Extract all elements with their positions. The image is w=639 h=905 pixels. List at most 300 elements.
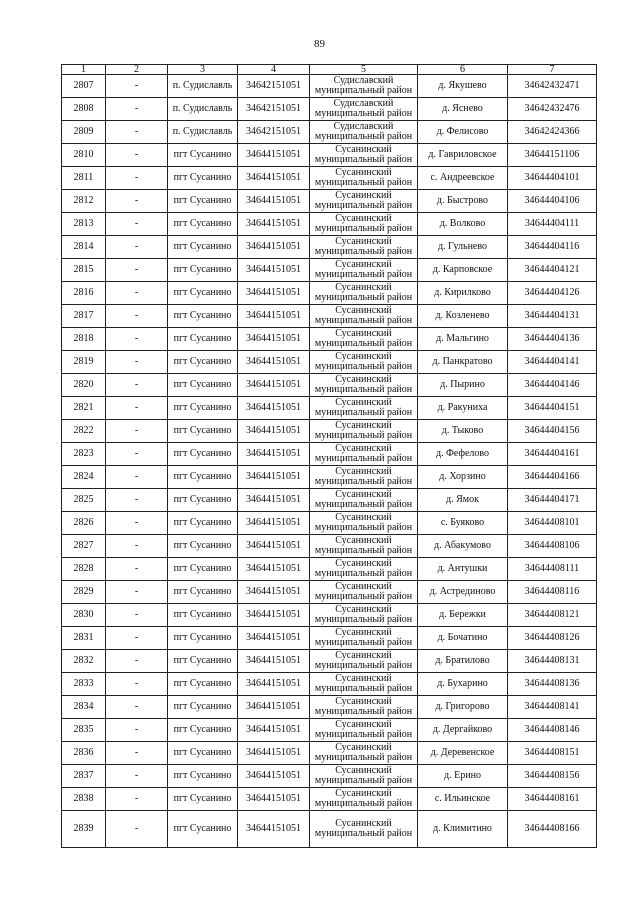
table-row [62,765,597,788]
dash-cell: - [106,98,168,121]
district-type: муниципальный район [314,499,413,510]
settlement-cell: д. Бухарино [418,673,508,696]
row-number-cell: 2836 [62,742,106,765]
center-settlement-cell: пгт Сусанино [168,328,238,351]
oktmo-center-cell: 34644151051 [238,351,310,374]
district-name: Судиславский [333,75,394,86]
district-name: Сусанинский [335,351,392,362]
dash-cell: - [106,144,168,167]
table-row [62,282,597,305]
oktmo-settlement-cell: 34644408146 [508,719,597,742]
district-type: муниципальный район [314,407,413,418]
district-name: Сусанинский [335,512,392,523]
dash-cell: - [106,397,168,420]
district-type: муниципальный район [314,131,413,142]
center-settlement-cell: пгт Сусанино [168,489,238,512]
oktmo-settlement-cell: 34644408111 [508,558,597,581]
dash-cell: - [106,305,168,328]
row-number-cell: 2814 [62,236,106,259]
dash-cell: - [106,558,168,581]
oktmo-center-cell: 34644151051 [238,328,310,351]
district-cell [310,742,418,765]
district-cell [310,190,418,213]
district-cell [310,558,418,581]
oktmo-center-cell: 34644151051 [238,535,310,558]
district-type: муниципальный район [314,637,413,648]
row-number-cell: 2807 [62,75,106,98]
row-number-cell: 2820 [62,374,106,397]
district-type: муниципальный район [314,315,413,326]
center-settlement-cell: пгт Сусанино [168,811,238,848]
district-cell [310,765,418,788]
settlement-cell: д. Хорзино [418,466,508,489]
district-type: муниципальный район [314,246,413,257]
row-number-cell: 2816 [62,282,106,305]
district-cell [310,236,418,259]
settlement-cell: д. Антушки [418,558,508,581]
settlement-cell: с. Буяково [418,512,508,535]
settlement-cell: д. Гульнево [418,236,508,259]
oktmo-settlement-cell: 34642432476 [508,98,597,121]
district-type: муниципальный район [314,85,413,96]
district-name: Сусанинский [335,627,392,638]
center-settlement-cell: п. Судиславль [168,75,238,98]
oktmo-center-cell: 34644151051 [238,696,310,719]
table-row [62,144,597,167]
center-settlement-cell: пгт Сусанино [168,420,238,443]
header-row [62,65,597,75]
district-cell [310,788,418,811]
center-settlement-cell: пгт Сусанино [168,581,238,604]
dash-cell: - [106,489,168,512]
settlement-cell: д. Яснево [418,98,508,121]
district-type: муниципальный район [314,660,413,671]
dash-cell: - [106,121,168,144]
row-number-cell: 2813 [62,213,106,236]
dash-cell: - [106,282,168,305]
dash-cell: - [106,512,168,535]
row-number-cell: 2821 [62,397,106,420]
district-name: Сусанинский [335,581,392,592]
district-cell [310,719,418,742]
oktmo-settlement-cell: 34644404131 [508,305,597,328]
oktmo-center-cell: 34644151051 [238,144,310,167]
oktmo-center-cell: 34644151051 [238,765,310,788]
district-type: муниципальный район [314,828,413,839]
settlement-cell: д. Бережки [418,604,508,627]
oktmo-settlement-cell: 34642432471 [508,75,597,98]
district-name: Сусанинский [335,765,392,776]
dash-cell: - [106,236,168,259]
settlement-cell: д. Кирилково [418,282,508,305]
oktmo-settlement-cell: 34644408106 [508,535,597,558]
district-name: Сусанинский [335,742,392,753]
settlement-cell: д. Быстрово [418,190,508,213]
settlement-cell: с. Андреевское [418,167,508,190]
district-cell [310,144,418,167]
oktmo-settlement-cell: 34644404116 [508,236,597,259]
center-settlement-cell: пгт Сусанино [168,144,238,167]
table-row [62,581,597,604]
dash-cell: - [106,811,168,848]
dash-cell: - [106,351,168,374]
district-cell [310,213,418,236]
dash-cell: - [106,742,168,765]
district-name: Судиславский [333,121,394,132]
dash-cell: - [106,167,168,190]
row-number-cell: 2819 [62,351,106,374]
district-cell [310,627,418,650]
district-name: Сусанинский [335,167,392,178]
settlement-cell: д. Мальгино [418,328,508,351]
center-settlement-cell: пгт Сусанино [168,558,238,581]
settlement-cell: д. Ракуниха [418,397,508,420]
dash-cell: - [106,650,168,673]
oktmo-center-cell: 34644151051 [238,788,310,811]
dash-cell: - [106,443,168,466]
oktmo-settlement-cell: 34644408101 [508,512,597,535]
center-settlement-cell: пгт Сусанино [168,351,238,374]
district-type: муниципальный район [314,752,413,763]
table-row [62,443,597,466]
row-number-cell: 2818 [62,328,106,351]
dash-cell: - [106,328,168,351]
center-settlement-cell: пгт Сусанино [168,190,238,213]
district-name: Сусанинский [335,719,392,730]
settlement-cell: д. Ерино [418,765,508,788]
dash-cell: - [106,466,168,489]
district-type: муниципальный район [314,614,413,625]
oktmo-center-cell: 34644151051 [238,374,310,397]
table-row [62,627,597,650]
table-row [62,742,597,765]
district-name: Сусанинский [335,443,392,454]
dash-cell: - [106,604,168,627]
settlement-cell: д. Астрединово [418,581,508,604]
column-header: 2 [106,65,168,75]
oktmo-settlement-cell: 34644151106 [508,144,597,167]
oktmo-settlement-cell: 34644404171 [508,489,597,512]
settlement-cell: с. Ильинское [418,788,508,811]
table-row [62,696,597,719]
oktmo-center-cell: 34644151051 [238,259,310,282]
table-row [62,512,597,535]
district-cell [310,98,418,121]
oktmo-settlement-cell: 34644404151 [508,397,597,420]
district-type: муниципальный район [314,269,413,280]
oktmo-settlement-cell: 34644408156 [508,765,597,788]
dash-cell: - [106,696,168,719]
settlement-cell: д. Абакумово [418,535,508,558]
district-type: муниципальный район [314,476,413,487]
row-number-cell: 2827 [62,535,106,558]
district-type: муниципальный район [314,200,413,211]
table-row [62,397,597,420]
table-row [62,811,597,848]
dash-cell: - [106,75,168,98]
district-name: Сусанинский [335,696,392,707]
oktmo-settlement-cell: 34644408166 [508,811,597,848]
district-type: муниципальный район [314,683,413,694]
district-type: муниципальный район [314,775,413,786]
district-name: Сусанинский [335,604,392,615]
district-type: муниципальный район [314,706,413,717]
center-settlement-cell: пгт Сусанино [168,282,238,305]
district-cell [310,167,418,190]
row-number-cell: 2817 [62,305,106,328]
settlement-cell: д. Бочатино [418,627,508,650]
district-name: Сусанинский [335,420,392,431]
district-name: Сусанинский [335,818,392,829]
oktmo-center-cell: 34644151051 [238,443,310,466]
dash-cell: - [106,581,168,604]
district-name: Судиславский [333,98,394,109]
row-number-cell: 2815 [62,259,106,282]
table-row [62,259,597,282]
center-settlement-cell: пгт Сусанино [168,627,238,650]
oktmo-settlement-cell: 34644404111 [508,213,597,236]
district-cell [310,351,418,374]
row-number-cell: 2835 [62,719,106,742]
column-header: 4 [238,65,310,75]
row-number-cell: 2839 [62,811,106,848]
center-settlement-cell: п. Судиславль [168,121,238,144]
oktmo-center-cell: 34644151051 [238,167,310,190]
row-number-cell: 2825 [62,489,106,512]
table-row [62,673,597,696]
oktmo-settlement-cell: 34644408136 [508,673,597,696]
dash-cell: - [106,535,168,558]
oktmo-settlement-cell: 34644408161 [508,788,597,811]
center-settlement-cell: пгт Сусанино [168,696,238,719]
settlement-cell: д. Фелисово [418,121,508,144]
district-cell [310,811,418,848]
column-header: 6 [418,65,508,75]
oktmo-settlement-cell: 34644404136 [508,328,597,351]
district-type: муниципальный район [314,384,413,395]
center-settlement-cell: пгт Сусанино [168,259,238,282]
district-cell [310,604,418,627]
oktmo-center-cell: 34644151051 [238,558,310,581]
table-row [62,305,597,328]
settlement-cell: д. Пырино [418,374,508,397]
district-type: муниципальный район [314,338,413,349]
district-name: Сусанинский [335,650,392,661]
settlement-cell: д. Панкратово [418,351,508,374]
oktmo-center-cell: 34644151051 [238,420,310,443]
oktmo-settlement-cell: 34644404166 [508,466,597,489]
table-row [62,719,597,742]
district-cell [310,75,418,98]
settlement-cell: д. Козленево [418,305,508,328]
row-number-cell: 2837 [62,765,106,788]
district-type: муниципальный район [314,545,413,556]
center-settlement-cell: пгт Сусанино [168,397,238,420]
center-settlement-cell: пгт Сусанино [168,466,238,489]
settlement-cell: д. Климитино [418,811,508,848]
row-number-cell: 2811 [62,167,106,190]
oktmo-center-cell: 34644151051 [238,190,310,213]
dash-cell: - [106,420,168,443]
column-header: 7 [508,65,597,75]
district-name: Сусанинский [335,190,392,201]
center-settlement-cell: пгт Сусанино [168,213,238,236]
center-settlement-cell: пгт Сусанино [168,604,238,627]
table-row [62,328,597,351]
district-type: муниципальный район [314,223,413,234]
table-row [62,558,597,581]
oktmo-settlement-cell: 34644404121 [508,259,597,282]
oktmo-center-cell: 34644151051 [238,466,310,489]
district-name: Сусанинский [335,374,392,385]
oktmo-center-cell: 34644151051 [238,213,310,236]
oktmo-center-cell: 34644151051 [238,305,310,328]
district-type: муниципальный район [314,361,413,372]
oktmo-center-cell: 34644151051 [238,673,310,696]
row-number-cell: 2834 [62,696,106,719]
oktmo-center-cell: 34644151051 [238,397,310,420]
settlement-cell: д. Братилово [418,650,508,673]
row-number-cell: 2824 [62,466,106,489]
oktmo-center-cell: 34644151051 [238,581,310,604]
district-cell [310,696,418,719]
settlement-cell: д. Волково [418,213,508,236]
district-cell [310,650,418,673]
district-name: Сусанинский [335,535,392,546]
district-name: Сусанинский [335,397,392,408]
table-row [62,604,597,627]
table-row [62,650,597,673]
district-type: муниципальный район [314,177,413,188]
district-name: Сусанинский [335,259,392,270]
district-cell [310,512,418,535]
center-settlement-cell: пгт Сусанино [168,765,238,788]
district-name: Сусанинский [335,328,392,339]
column-header: 5 [310,65,418,75]
oktmo-center-cell: 34644151051 [238,512,310,535]
district-name: Сусанинский [335,305,392,316]
table-row [62,213,597,236]
center-settlement-cell: пгт Сусанино [168,650,238,673]
district-cell [310,259,418,282]
column-header: 1 [62,65,106,75]
dash-cell: - [106,627,168,650]
district-cell [310,328,418,351]
district-type: муниципальный район [314,108,413,119]
table-row [62,351,597,374]
settlements-table [61,64,597,848]
center-settlement-cell: пгт Сусанино [168,305,238,328]
table-row [62,236,597,259]
oktmo-settlement-cell: 34644408126 [508,627,597,650]
row-number-cell: 2832 [62,650,106,673]
district-cell [310,374,418,397]
row-number-cell: 2809 [62,121,106,144]
settlement-cell: д. Ямок [418,489,508,512]
center-settlement-cell: пгт Сусанино [168,673,238,696]
oktmo-center-cell: 34642151051 [238,98,310,121]
settlement-cell: д. Якушево [418,75,508,98]
oktmo-center-cell: 34644151051 [238,811,310,848]
settlement-cell: д. Дергайково [418,719,508,742]
oktmo-center-cell: 34642151051 [238,121,310,144]
page-number: 89 [314,38,325,50]
district-name: Сусанинский [335,788,392,799]
district-type: муниципальный район [314,591,413,602]
oktmo-center-cell: 34644151051 [238,604,310,627]
settlement-cell: д. Гавриловское [418,144,508,167]
oktmo-settlement-cell: 34644404101 [508,167,597,190]
row-number-cell: 2823 [62,443,106,466]
table-row [62,167,597,190]
row-number-cell: 2838 [62,788,106,811]
district-name: Сусанинский [335,673,392,684]
dash-cell: - [106,259,168,282]
settlement-cell: д. Григорово [418,696,508,719]
district-type: муниципальный район [314,568,413,579]
row-number-cell: 2831 [62,627,106,650]
center-settlement-cell: пгт Сусанино [168,443,238,466]
district-cell [310,581,418,604]
column-header: 3 [168,65,238,75]
oktmo-center-cell: 34644151051 [238,742,310,765]
center-settlement-cell: пгт Сусанино [168,236,238,259]
center-settlement-cell: пгт Сусанино [168,374,238,397]
district-cell [310,443,418,466]
oktmo-settlement-cell: 34642424366 [508,121,597,144]
table-row [62,75,597,98]
settlement-cell: д. Тыково [418,420,508,443]
center-settlement-cell: пгт Сусанино [168,167,238,190]
oktmo-center-cell: 34644151051 [238,236,310,259]
row-number-cell: 2828 [62,558,106,581]
oktmo-center-cell: 34644151051 [238,489,310,512]
dash-cell: - [106,374,168,397]
table-row [62,98,597,121]
center-settlement-cell: пгт Сусанино [168,788,238,811]
dash-cell: - [106,719,168,742]
oktmo-settlement-cell: 34644404126 [508,282,597,305]
district-type: муниципальный район [314,453,413,464]
table-row [62,466,597,489]
district-name: Сусанинский [335,282,392,293]
center-settlement-cell: пгт Сусанино [168,742,238,765]
oktmo-settlement-cell: 34644408131 [508,650,597,673]
center-settlement-cell: пгт Сусанино [168,535,238,558]
row-number-cell: 2822 [62,420,106,443]
district-name: Сусанинский [335,466,392,477]
table-row [62,121,597,144]
oktmo-settlement-cell: 34644404146 [508,374,597,397]
table-row [62,420,597,443]
dash-cell: - [106,190,168,213]
center-settlement-cell: п. Судиславль [168,98,238,121]
row-number-cell: 2829 [62,581,106,604]
row-number-cell: 2833 [62,673,106,696]
oktmo-center-cell: 34644151051 [238,627,310,650]
district-type: муниципальный район [314,729,413,740]
table-row [62,489,597,512]
row-number-cell: 2826 [62,512,106,535]
district-type: муниципальный район [314,522,413,533]
district-cell [310,397,418,420]
row-number-cell: 2808 [62,98,106,121]
settlement-cell: д. Деревенское [418,742,508,765]
settlement-cell: д. Карповское [418,259,508,282]
oktmo-settlement-cell: 34644408151 [508,742,597,765]
row-number-cell: 2810 [62,144,106,167]
table-row [62,190,597,213]
